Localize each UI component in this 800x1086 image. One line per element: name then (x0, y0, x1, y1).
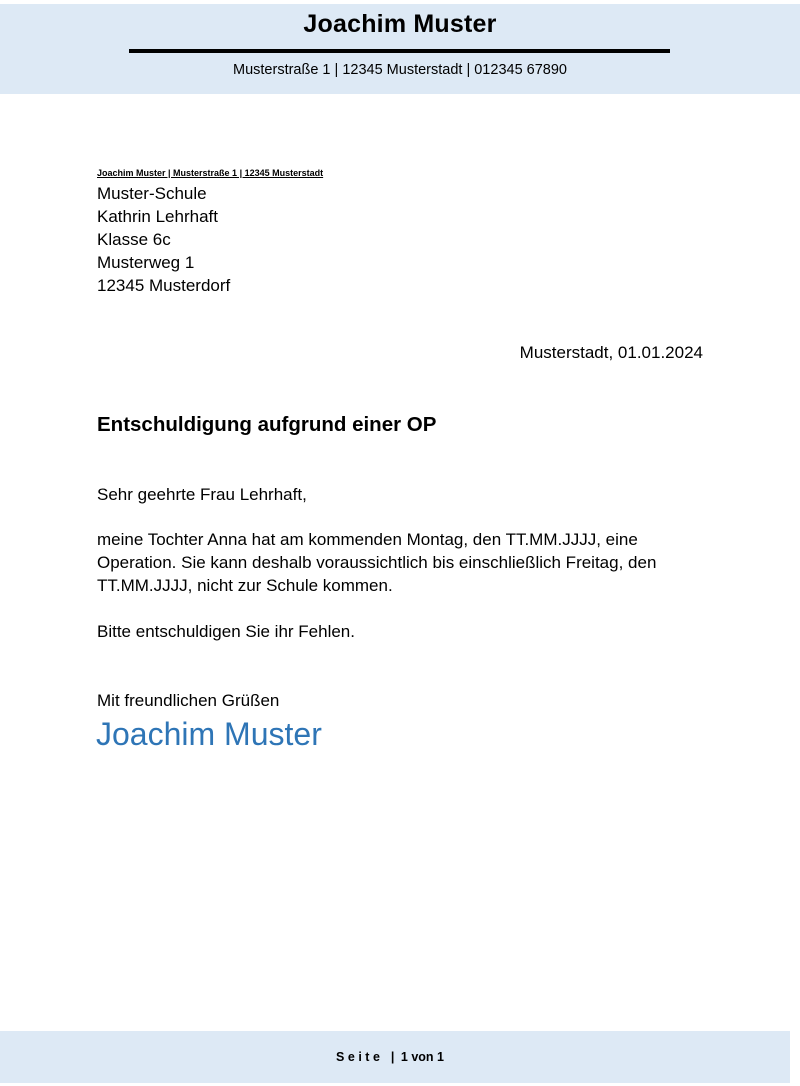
footer-seite-label: Seite (336, 1050, 384, 1064)
recipient-line: Klasse 6c (97, 230, 171, 249)
body-paragraph: Bitte entschuldigen Sie ihr Fehlen. (97, 622, 355, 641)
footer-separator: | (390, 1050, 395, 1064)
closing: Mit freundlichen Grüßen (97, 691, 280, 710)
letter-subject: Entschuldigung aufgrund einer OP (97, 413, 437, 436)
header-contact: Musterstraße 1 | 12345 Musterstadt | 012345 67890 (233, 62, 567, 78)
footer-page-number (0, 1050, 780, 1064)
recipient-line: Kathrin Lehrhaft (97, 207, 218, 226)
recipient-line: Musterweg 1 (97, 253, 195, 272)
sender-return-line: Joachim Muster | Musterstraße 1 | 12345 Musterstadt (97, 168, 324, 178)
header-rule (129, 49, 670, 53)
recipient-line: Muster-Schule (97, 184, 207, 203)
header-name: Joachim Muster (303, 10, 497, 38)
letter-date: Musterstadt, 01.01.2024 (519, 343, 703, 362)
footer-page-info: 1 von 1 (400, 1050, 444, 1064)
recipient-line: 12345 Musterdorf (97, 276, 231, 295)
body-paragraph: meine Tochter Anna hat am kommenden Montag, den TT.MM.JJJJ, eine Operation. Sie kann deshalb voraussichtlich bis einschließlich Freitag, den TT.MM.JJJJ, nicht zur Schule kommen. (97, 530, 657, 595)
recipient-address (97, 182, 230, 297)
signature: Joachim Muster (96, 716, 322, 752)
salutation: Sehr geehrte Frau Lehrhaft, (97, 485, 307, 504)
